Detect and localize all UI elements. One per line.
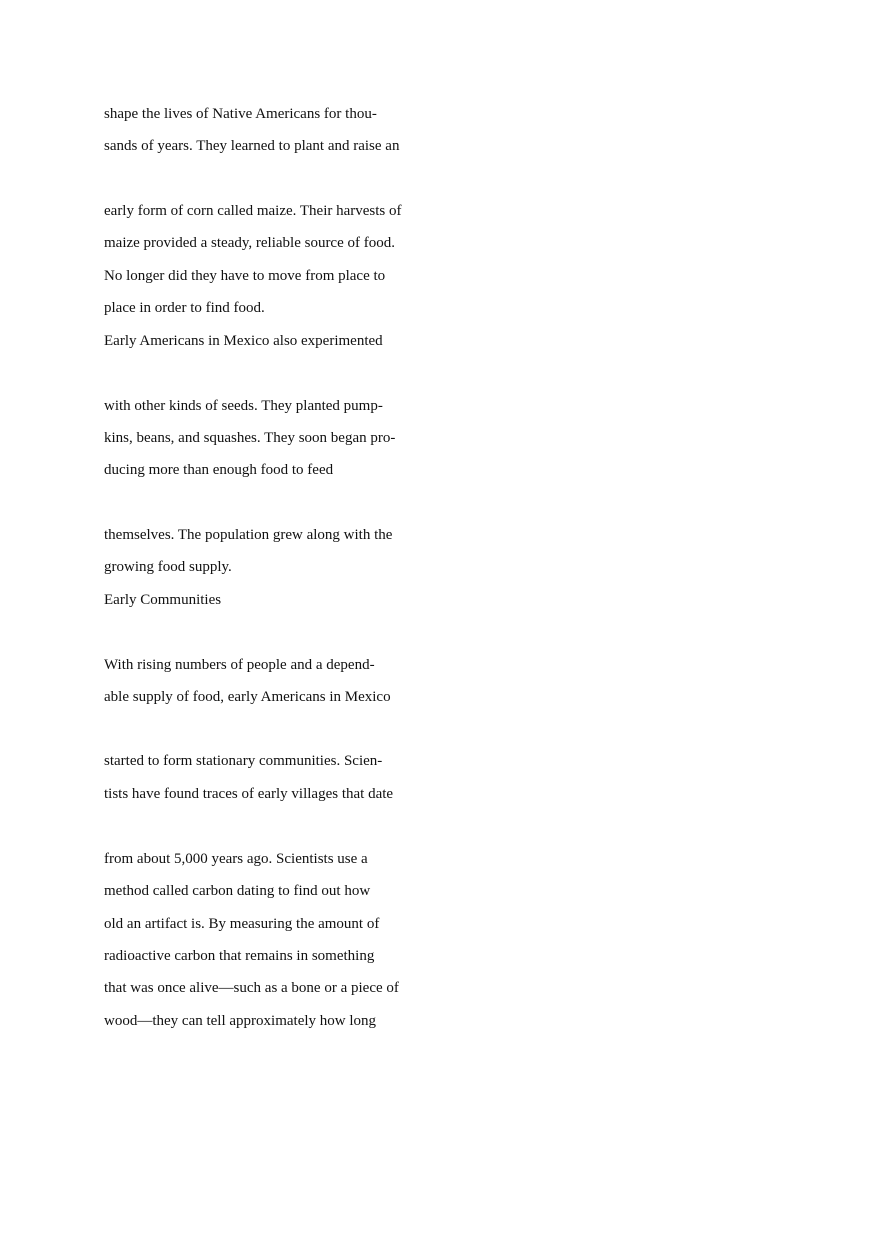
text-line: With rising numbers of people and a depend- [104,657,375,673]
text-line: wood—they can tell approximately how long [104,1013,377,1029]
text-line: place in order to find food. [104,300,265,316]
text-line: kins, beans, and squashes. They soon began pro- [104,430,396,446]
text-line: from about 5,000 years ago. Scientists use a [104,851,368,867]
text-line: shape the lives of Native Americans for thou- [104,106,377,122]
text-line: maize provided a steady, reliable source of food. [104,235,395,251]
text-line: tists have found traces of early villages that date [104,786,394,802]
text-line: that was once alive—such as a bone or a piece of [104,980,399,996]
text-line: Early Americans in Mexico also experimented [104,333,383,349]
section-heading: Early Communities [104,592,222,608]
text-line: themselves. The population grew along with the [104,527,393,543]
text-line: with other kinds of seeds. They planted pump- [104,398,383,414]
text-line: sands of years. They learned to plant and raise an [104,138,400,154]
text-line: method called carbon dating to find out how [104,883,371,899]
text-line: ducing more than enough food to feed [104,462,334,478]
text-line: growing food supply. [104,559,232,575]
text-line: No longer did they have to move from place to [104,268,386,284]
text-line: radioactive carbon that remains in something [104,948,375,964]
text-line: old an artifact is. By measuring the amount of [104,916,380,932]
text-line: able supply of food, early Americans in Mexico [104,689,391,705]
text-line: started to form stationary communities. Scien- [104,753,383,769]
text-line: early form of corn called maize. Their harvests of [104,203,402,219]
